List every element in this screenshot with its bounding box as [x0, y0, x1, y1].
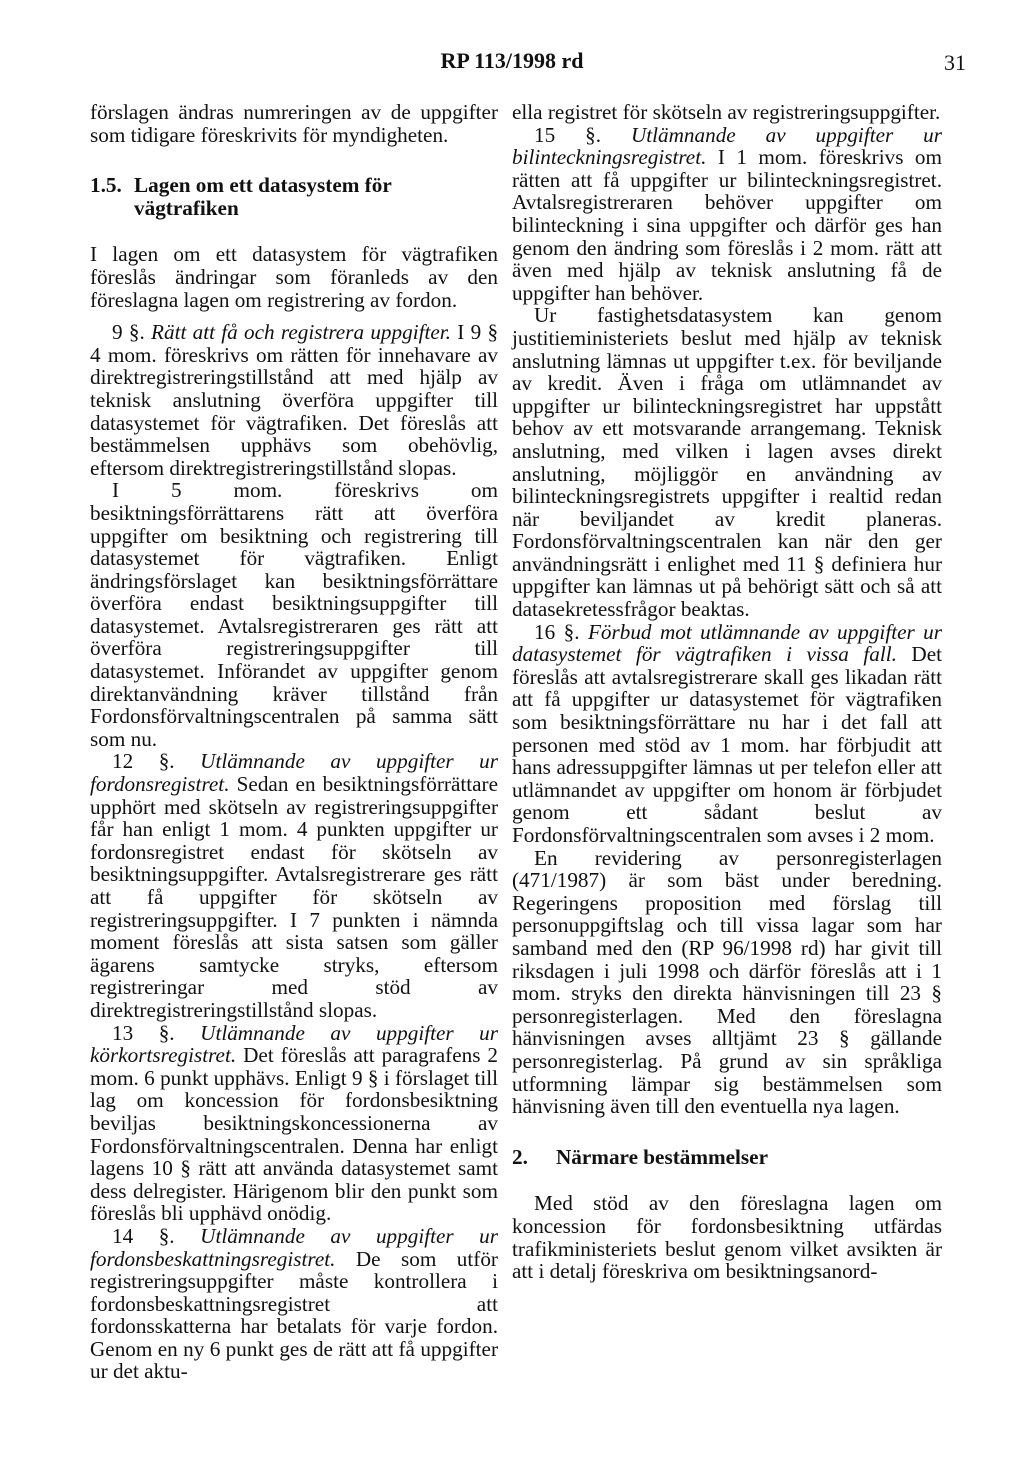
paragraph-section-ref: 13 §.	[112, 1020, 175, 1045]
paragraph-section-title: Förbud mot utlämnande av uppgifter ur datasystemet för vägtrafiken i vissa fall.	[512, 619, 943, 667]
paragraph: Med stöd av den föreslagna lagen om koncession för fordonsbesiktning utfärdas trafikministeriets beslut genom vilket avsikten är att i detalj föreskriva om besiktningsanord-	[512, 1191, 942, 1284]
paragraph: I lagen om ett datasystem för vägtrafiken föreslås ändringar som föranleds av den föreslagna lagen om registrering av fordon.	[90, 242, 498, 312]
section-heading	[90, 174, 498, 219]
paragraph	[90, 321, 498, 479]
section-heading-number: 2.	[512, 1144, 528, 1169]
page-header	[0, 48, 1024, 78]
paragraph-section-ref: 15 §.	[534, 122, 602, 147]
paragraph-section-ref: 14 §.	[112, 1223, 175, 1248]
paragraph	[512, 621, 942, 847]
paragraph-section-title: Utlämnande av uppgifter ur fordonsregistret.	[90, 749, 498, 797]
paragraph	[90, 750, 498, 1021]
paragraph-body: Det föreslås att paragrafens 2 mom. 6 punkt upphävs. Enligt 9 § i förslaget till lag om koncession för fordonsbesiktning beviljas besiktningskoncessionerna av Fordonsförvaltningscentralen. Denna har enligt lagens 10 § rätt att använda datasystemet samt dess delregister. Härigenom blir den punkt som föreslås bli upphävd onödig.	[90, 1043, 499, 1226]
paragraph: förslagen ändras numreringen av de uppgifter som tidigare föreskrivits för myndigheten.	[90, 100, 498, 147]
paragraph-body: De som utför registreringsuppgifter måste kontrollera i fordonsbeskattningsregistret att fordonsskatterna har betalats för varje fordon. Genom en ny 6 punkt ges de rätt att få uppgifter ur det aktu-	[90, 1246, 498, 1384]
page-number: 31	[944, 50, 966, 75]
paragraph-body: Sedan en besiktningsförrättare upphört med skötseln av registreringsuppgifter får han enligt 1 mom. 4 punkten uppgifter ur fordonsregistret endast för skötseln av besiktningsuppgifter. Avtalsregistrerare ges rätt att få uppgifter för skötseln av registreringsuppgifter. I 7 punkten i nämnda moment föreslås att sista satsen som gäller ägarens samtycke stryks, eftersom registreringar med stöd av direktregistreringstillstånd slopas.	[90, 772, 499, 1022]
paragraph	[90, 1022, 498, 1225]
paragraph-body: I 1 mom. föreskrivs om rätten att få uppgifter ur bilinteckningsregistret. Avtalsregistreraren behöver uppgifter om bilinteckning i sina uppgifter och därför ges han genom den ändring som föreslås i 2 mom. rätt att även med hjälp av teknisk anslutning få de uppgifter han behöver.	[512, 145, 943, 305]
left-column	[90, 101, 498, 1383]
paragraph: I 5 mom. föreskrivs om besiktningsförrättarens rätt att överföra uppgifter om besiktning och registrering till datasystemet för vägtrafiken. Enligt ändringsförslaget kan besiktningsförrättare överföra endast besiktningsuppgifter till datasystemet. Avtalsregistreraren ges rätt att överföra registreringsuppgifter till datasystemet. Införandet av uppgifter genom direktanvändning kräver tillstånd från Fordonsförvaltningscentralen på samma sätt som nu.	[90, 478, 498, 751]
paragraph-section-ref: 12 §.	[112, 749, 175, 774]
paragraph-section-ref: 9 §.	[112, 320, 145, 345]
paragraph-body: I 9 § 4 mom. föreskrivs om rätten för innehavare av direktregistreringstillstånd att med hjälp av teknisk anslutning överföra uppgifter till datasystemet för vägtrafiken. Det föreslås att bestämmelsen upphävs som obehövlig, eftersom direktregistreringstillstånd slopas.	[90, 320, 499, 480]
paragraph-section-title: Utlämnande av uppgifter ur fordonsbeskattningsregistret.	[90, 1223, 498, 1271]
document-title: RP 113/1998 rd	[440, 48, 584, 73]
section-heading	[512, 1146, 942, 1169]
paragraph-section-ref: 16 §.	[534, 619, 580, 644]
section-heading-text: Närmare bestämmelser	[556, 1144, 768, 1169]
paragraph-body: Det föreslås att avtalsregistrerare skall ges likadan rätt att få uppgifter ur datasystemet för vägtrafiken som besiktningsförrättare nu har i det fall att personen med stöd av 1 mom. har förbjudit att hans adressuppgifter lämnas ut per telefon eller att utlämnandet av uppgifter om honom är förbjudet genom ett sådant beslut av Fordonsförvaltningscentralen som avses i 2 mom.	[512, 642, 943, 847]
paragraph: En revidering av personregisterlagen (471/1987) är som bäst under beredning. Regeringens proposition med förslag till personuppgiftslag och till vissa lagar som har samband med den (RP 96/1998 rd) har givit till riksdagen i juli 1998 och därför föreslås att i 1 mom. stryks den direkta hänvisningen till 23 § personregisterlagen. Med den föreslagna hänvisningen avses alltjämt 23 § gällande personregisterlag. På grund av sin språkliga utformning lämpar sig bestämmelsen som hänvisning även till den eventuella nya lagen.	[512, 845, 942, 1119]
paragraph	[90, 1225, 498, 1383]
paragraph: Ur fastighetsdatasystem kan genom justitieministeriets beslut med hjälp av teknisk anslutning lämnas ut uppgifter t.ex. för beviljande av kredit. Även i fråga om utlämnandet av uppgifter ur bilinteckningsregistret har uppstått behov av ett motsvarande arrangemang. Teknisk anslutning, med vilken i lagen avses direkt anslutning, möjliggör en användning av bilinteckningsregistrets uppgifter i realtid redan när beviljandet av kredit planeras. Fordonsförvaltningscentralen kan när den ger användningsrätt i enlighet med 11 § definiera hur uppgifter kan lämnas ut på behörigt sätt och så att datasekretessfrågor beaktas.	[512, 303, 942, 622]
paragraph	[512, 124, 942, 305]
paragraph-section-title: Utlämnande av uppgifter ur körkortsregistret.	[90, 1020, 498, 1068]
right-column	[512, 101, 942, 1283]
section-heading-number: 1.5.	[90, 173, 122, 198]
section-heading-text: Lagen om ett datasystem för vägtrafiken	[134, 173, 392, 220]
paragraph-section-title: Rätt att få och registrera uppgifter.	[151, 320, 451, 345]
paragraph-section-title: Utlämnande av uppgifter ur bilinteckningsregistret.	[512, 122, 943, 170]
paragraph: ella registret för skötseln av registreringsuppgifter.	[512, 100, 941, 124]
